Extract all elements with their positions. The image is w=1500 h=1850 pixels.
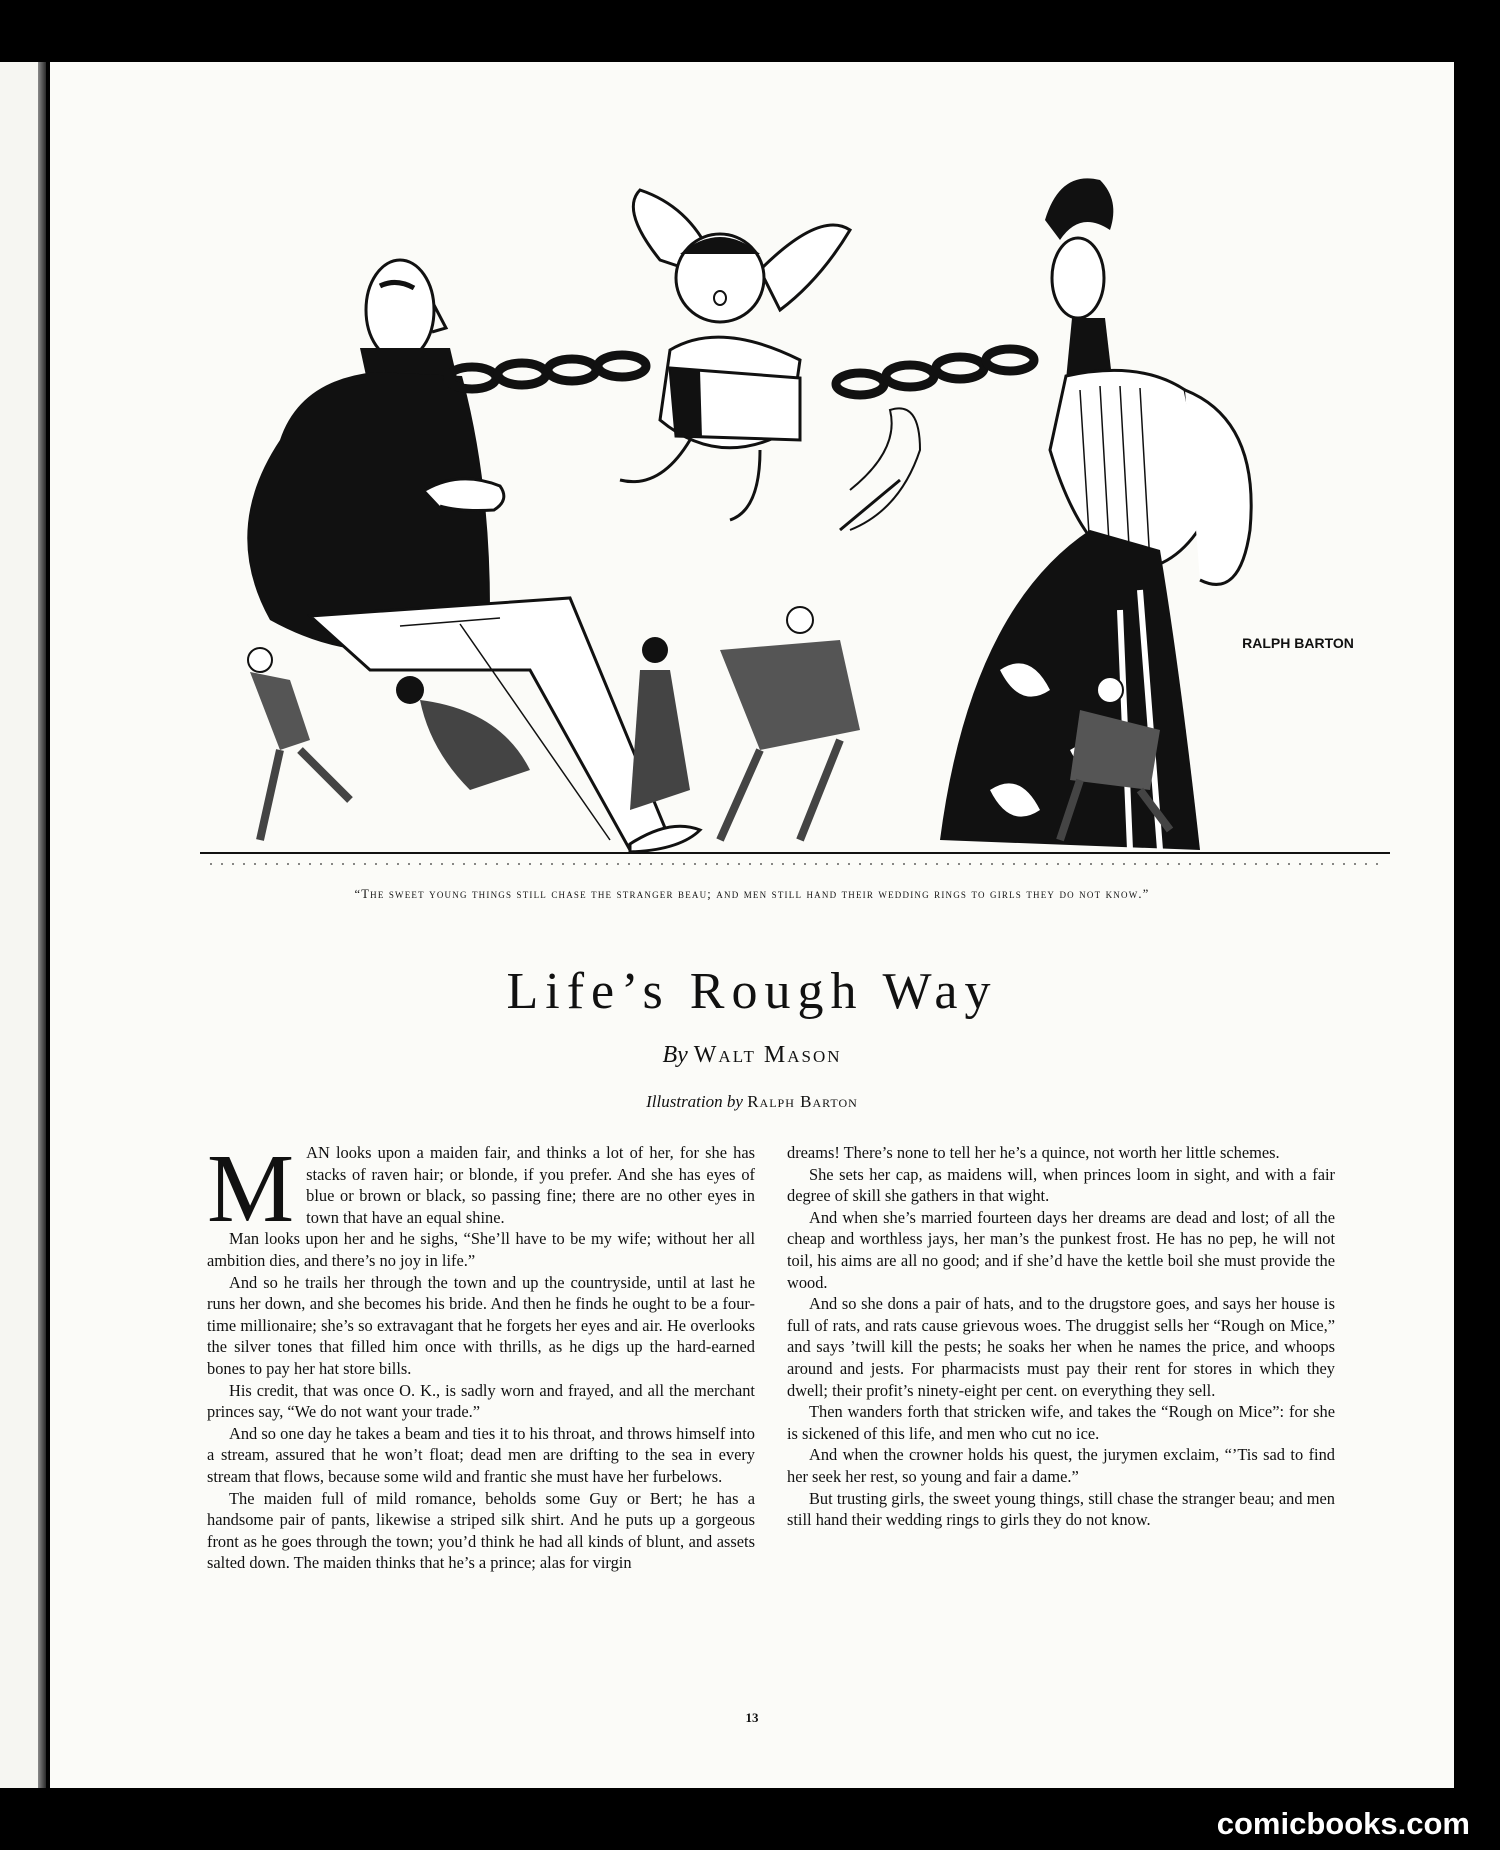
- paragraph-continuation: dreams! There’s none to tell her he’s a quince, not worth her little schemes.: [787, 1143, 1280, 1162]
- page-number: 13: [745, 1710, 759, 1725]
- drop-cap: M: [207, 1135, 295, 1243]
- illustration-caption: “The sweet young things still chase the stranger beau; and men still hand their wedding rings to girls they do not know.”: [354, 887, 1150, 901]
- cupid-figure: [620, 190, 920, 530]
- magazine-page: [50, 62, 1454, 1788]
- paragraph: And so she dons a pair of hats, and to the drugstore goes, and says her house is full of rats, and rats cause grievous woes. The druggist sells her “Rough on Mice,” and says ’twill kill the pests; he soaks her when he names the price, and whoops around and jests. For pharmacists must pay their rent for stores in which they dwell; their profit’s ninety-eight per cent. on everything they sell.: [787, 1294, 1335, 1400]
- paragraph: She sets her cap, as maidens will, when princes loom in sight, and with a fair degree of skill she gathers in that wight.: [787, 1164, 1335, 1206]
- previous-page-edge: [0, 62, 46, 1788]
- article-title: Life’s Rough Way: [506, 963, 998, 1020]
- paragraph: [207, 1135, 755, 1243]
- left-chain: [448, 355, 646, 389]
- article-column-right: [787, 1142, 1335, 1531]
- paragraph: Man looks upon her and he sighs, “She’ll have to be my wife; without her all ambition dies, and there’s no joy in life.”: [207, 1229, 755, 1270]
- artist-signature: RALPH BARTON: [1242, 635, 1354, 651]
- credit-prefix: Illustration by: [646, 1092, 743, 1111]
- paragraph-text: looks upon a maiden fair, and thinks a lot of her, for she has stacks of raven hair; or blonde, if you prefer. And she has eyes of blue or brown or black, so passing fine; there are no other eyes in town that have an equal shine.: [306, 1143, 755, 1227]
- paragraph: And when she’s married fourteen days her dreams are dead and lost; of all the cheap and worthless jays, her man’s the punkest frost. He has no pep, he will not toil, his aims are all no good; and if she’d have the kettle boil she must provide the wood.: [787, 1207, 1335, 1292]
- first-word: AN: [306, 1143, 330, 1162]
- reaching-man: [720, 607, 860, 840]
- paragraph: The maiden full of mild romance, beholds some Guy or Bert; he has a handsome pair of pants, likewise a striped silk shirt. And he puts up a gorgeous front as he goes through the town; you’d think he had all kinds of blunt, and assets salted down. The maiden thinks that he’s a prince; alas for virgin: [207, 1488, 755, 1573]
- dancing-woman: [630, 637, 690, 810]
- author-name: Walt Mason: [693, 1042, 842, 1068]
- paragraph: And so one day he takes a beam and ties it to his throat, and throws himself into a stream, assured that he won’t float; dead men are drifting to the sea in every stream that flows, because some wild and frantic she must have her furbelows.: [207, 1423, 755, 1486]
- article-column-left: [207, 1135, 755, 1574]
- paragraph: And so he trails her through the town and up the countryside, until at last he runs her down, and she becomes his bride. And then he finds he ought to be a four-time millionaire; she’s so extravagant that he forgets her eyes and air. He overlooks the silver tones that filled him once with thrills, as he digs up the hard-earned bones to pay her hat store bills.: [207, 1272, 755, 1378]
- byline: [50, 1042, 1454, 1069]
- illustration-credit: [50, 1092, 1454, 1112]
- illustrator-name: Ralph Barton: [747, 1092, 858, 1111]
- right-chain: [836, 349, 1034, 395]
- paragraph: And when the crowner holds his quest, the jurymen exclaim, “’Tis sad to find her seek her rest, so young and fair a dame.”: [787, 1445, 1335, 1486]
- site-watermark: comicbooks.com: [1216, 1806, 1470, 1841]
- illustration: [200, 150, 1390, 880]
- paragraph: Then wanders forth that stricken wife, and takes the “Rough on Mice”: for she is sickened of this life, and men who cut no ice.: [787, 1402, 1335, 1443]
- crawling-woman: [396, 676, 530, 790]
- running-man-left: [248, 648, 350, 840]
- byline-prefix: By: [662, 1042, 688, 1068]
- paragraph: His credit, that was once O. K., is sadly worn and frayed, and all the merchant princes say, “We do not want your trade.”: [207, 1380, 755, 1422]
- paragraph: But trusting girls, the sweet young things, still chase the stranger beau; and men still hand their wedding rings to girls they do not know.: [787, 1488, 1335, 1530]
- binding-spine: [38, 62, 46, 1788]
